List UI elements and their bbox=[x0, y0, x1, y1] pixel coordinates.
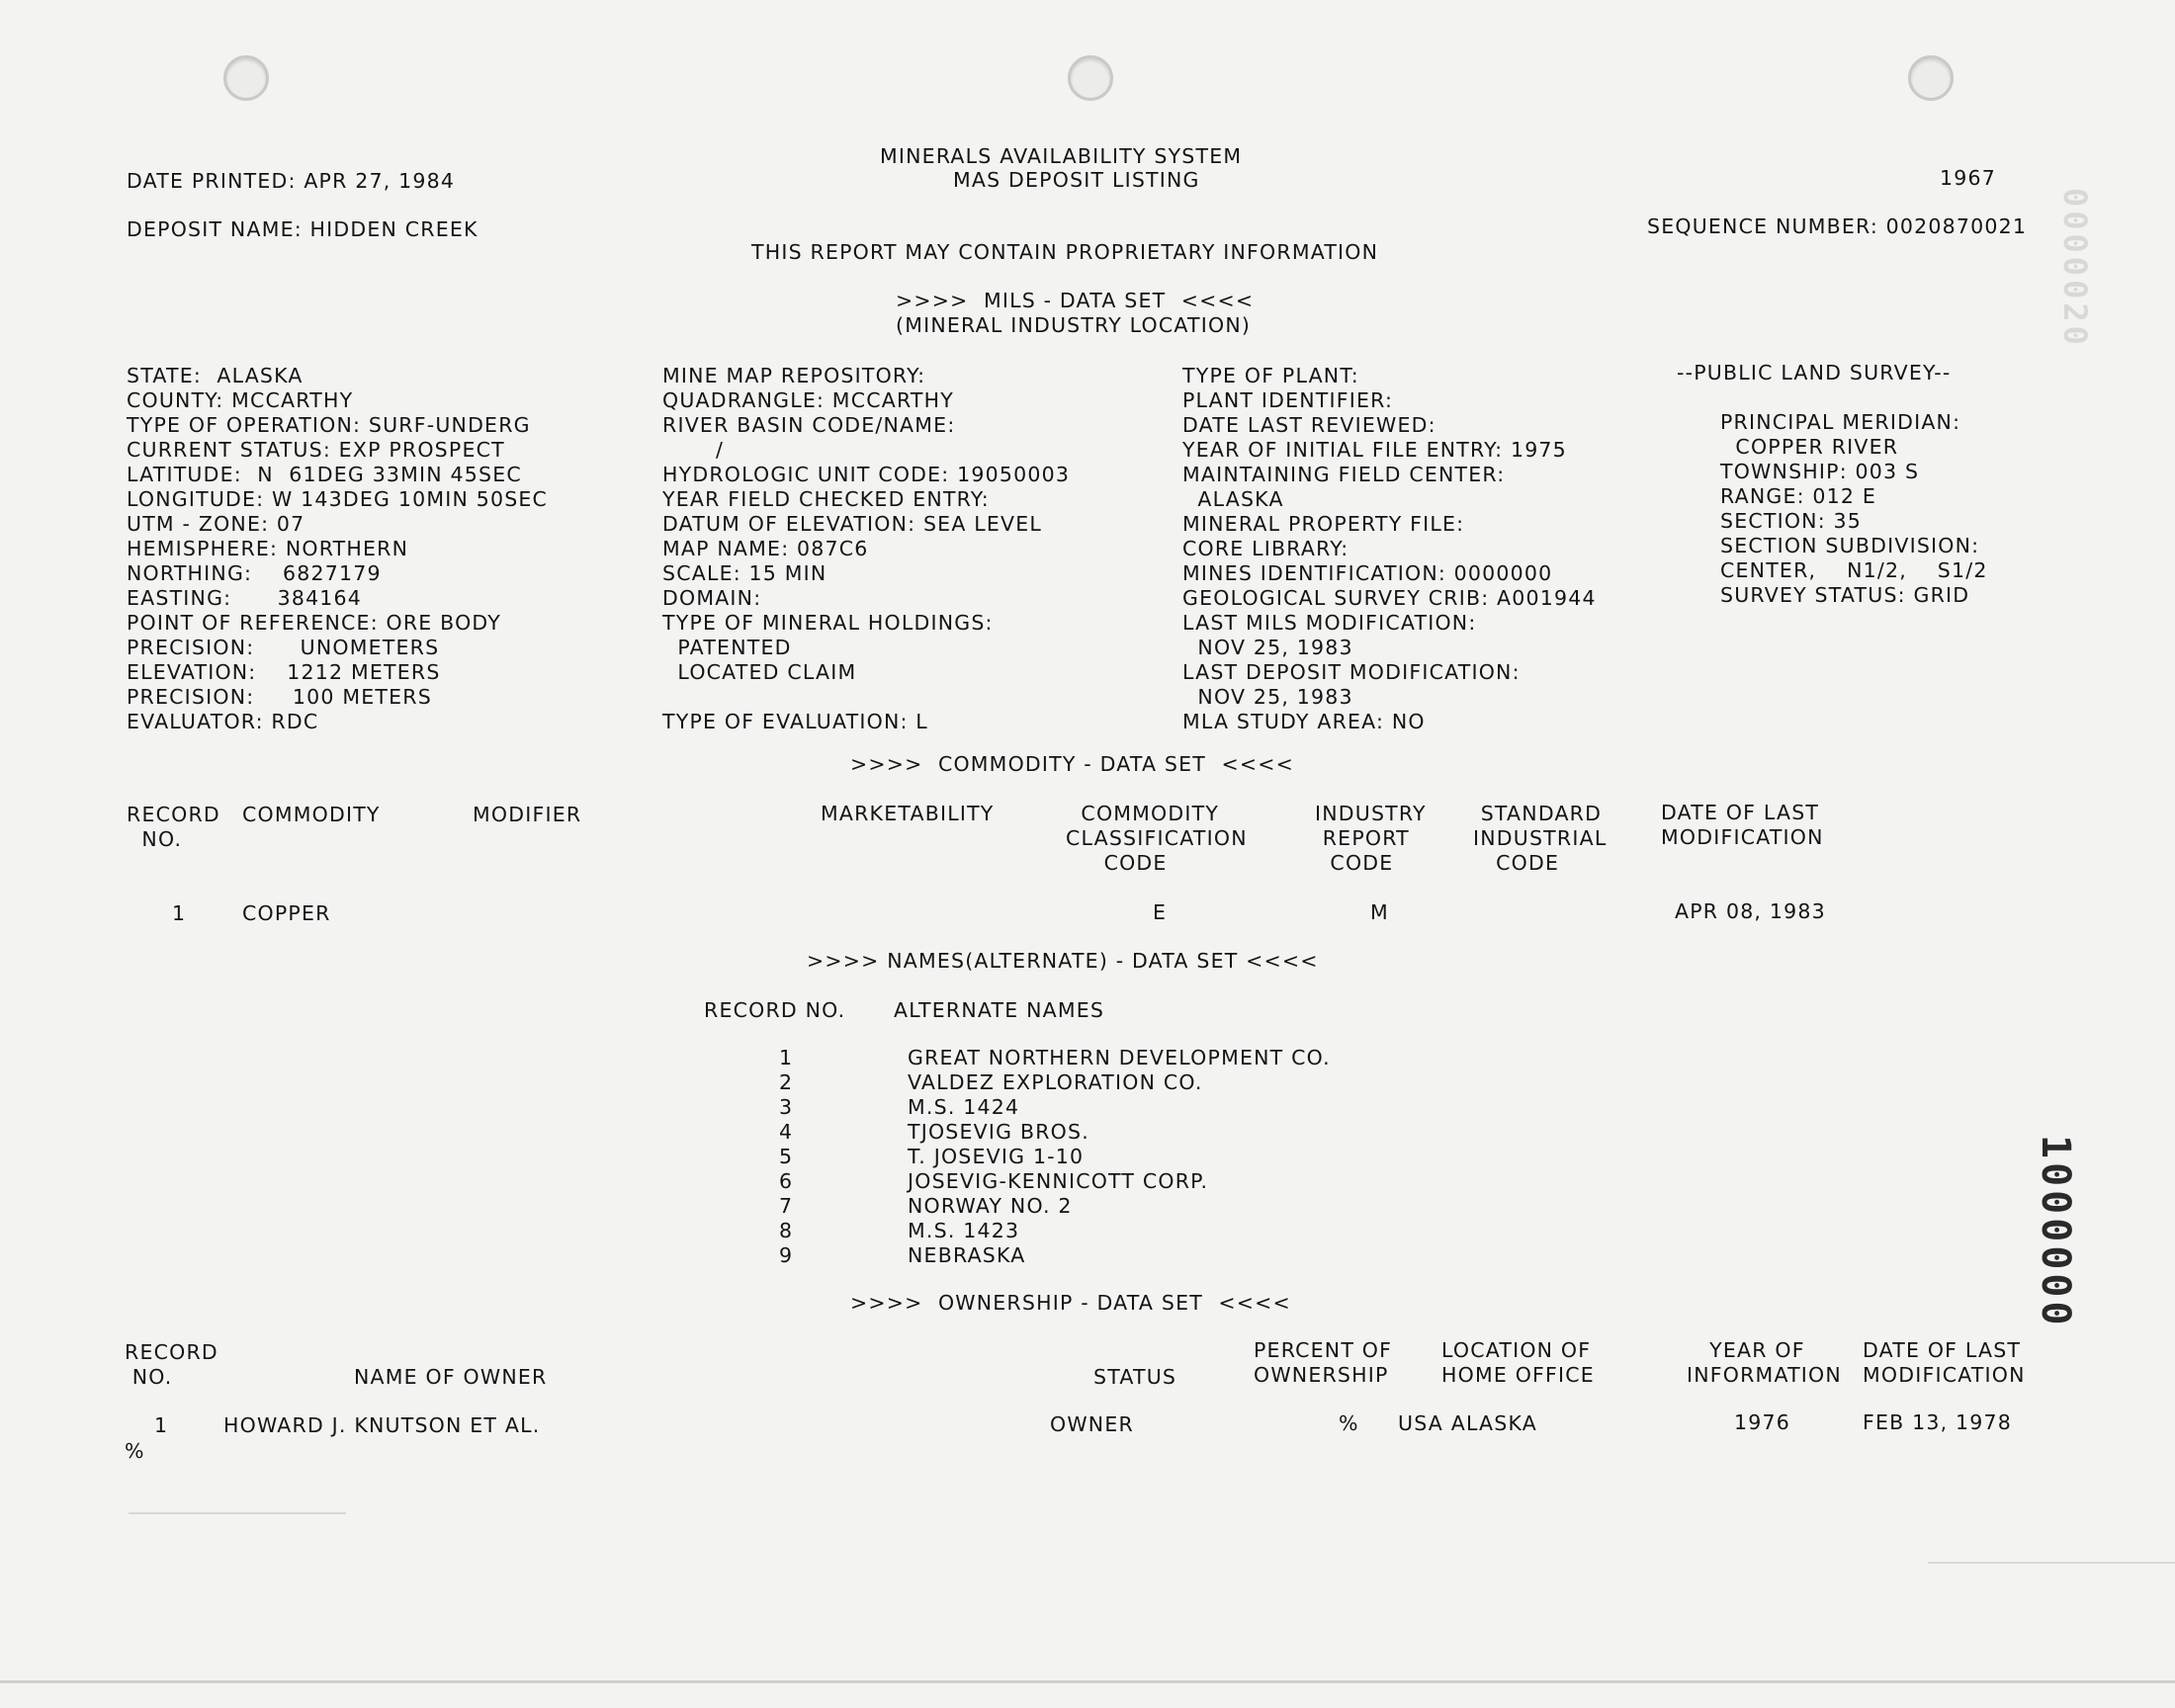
names-name: JOSEVIG-KENNICOTT CORP. bbox=[908, 1169, 1209, 1193]
names-number: 4 bbox=[779, 1120, 794, 1144]
names-name: TJOSEVIG BROS. bbox=[908, 1120, 1089, 1144]
names-number: 7 bbox=[779, 1194, 794, 1218]
names-header-names: ALTERNATE NAMES bbox=[894, 998, 1105, 1022]
ownership-header-name: NAME OF OWNER bbox=[354, 1365, 548, 1389]
mils-field: MINERAL PROPERTY FILE: bbox=[1182, 512, 1465, 536]
mils-field: SCALE: 15 MIN bbox=[662, 561, 827, 585]
mils-field: SECTION: 35 bbox=[1720, 509, 1863, 533]
mils-field: MINES IDENTIFICATION: 0000000 bbox=[1182, 561, 1553, 585]
mils-field: LOCATED CLAIM bbox=[662, 660, 857, 684]
mils-field: CURRENT STATUS: EXP PROSPECT bbox=[127, 438, 505, 462]
mils-field: PRECISION: 100 METERS bbox=[127, 685, 432, 709]
mils-field: SECTION SUBDIVISION: bbox=[1720, 534, 1980, 557]
ownership-header-record: RECORD NO. bbox=[125, 1340, 218, 1389]
names-number: 8 bbox=[779, 1219, 794, 1242]
mils-field: MINE MAP REPOSITORY: bbox=[662, 364, 926, 387]
mils-field: LONGITUDE: W 143DEG 10MIN 50SEC bbox=[127, 487, 549, 511]
mils-field: RIVER BASIN CODE/NAME: bbox=[662, 413, 956, 437]
ownership-header-status: STATUS bbox=[1093, 1365, 1177, 1389]
mils-field: TYPE OF OPERATION: SURF-UNDERG bbox=[127, 413, 531, 437]
mils-field: TYPE OF MINERAL HOLDINGS: bbox=[662, 611, 994, 635]
ownership-header-location: LOCATION OF HOME OFFICE bbox=[1441, 1338, 1595, 1387]
commodity-header-date: DATE OF LAST MODIFICATION bbox=[1661, 801, 1824, 849]
mils-field: NOV 25, 1983 bbox=[1182, 636, 1353, 659]
commodity-header-sic: STANDARD INDUSTRIAL CODE bbox=[1473, 802, 1608, 875]
mils-field: SURVEY STATUS: GRID bbox=[1720, 583, 1970, 607]
mils-field: GEOLOGICAL SURVEY CRIB: A001944 bbox=[1182, 586, 1597, 610]
names-number: 2 bbox=[779, 1070, 794, 1094]
mils-field: PATENTED bbox=[662, 636, 792, 659]
punch-hole-center bbox=[1068, 55, 1113, 101]
commodity-record: 1 bbox=[172, 901, 187, 925]
public-land-survey-title: --PUBLIC LAND SURVEY-- bbox=[1677, 361, 1952, 384]
mils-field: CENTER, N1/2, S1/2 bbox=[1720, 558, 1988, 582]
ownership-status: OWNER bbox=[1050, 1412, 1134, 1436]
mils-field: PLANT IDENTIFIER: bbox=[1182, 388, 1394, 412]
mils-field: DATE LAST REVIEWED: bbox=[1182, 413, 1436, 437]
scan-edge bbox=[0, 1680, 2175, 1683]
ownership-header-percent: PERCENT OF OWNERSHIP bbox=[1254, 1338, 1393, 1387]
scan-line bbox=[1928, 1562, 2175, 1564]
mils-field: YEAR OF INITIAL FILE ENTRY: 1975 bbox=[1182, 438, 1567, 462]
mils-field: ELEVATION: 1212 METERS bbox=[127, 660, 441, 684]
listing-title: MAS DEPOSIT LISTING bbox=[953, 168, 1200, 192]
commodity-classification: E bbox=[1153, 900, 1168, 924]
names-name: NORWAY NO. 2 bbox=[908, 1194, 1073, 1218]
stamp-number-upper: 0000020 bbox=[2056, 188, 2094, 349]
commodity-header-industry: INDUSTRY REPORT CODE bbox=[1315, 802, 1427, 875]
ownership-record: 1 bbox=[154, 1413, 169, 1437]
proprietary-notice: THIS REPORT MAY CONTAIN PROPRIETARY INFORMATION bbox=[751, 240, 1379, 264]
deposit-name: DEPOSIT NAME: HIDDEN CREEK bbox=[127, 217, 478, 241]
mils-field: QUADRANGLE: MCCARTHY bbox=[662, 388, 954, 412]
commodity-title: >>>> COMMODITY - DATA SET <<<< bbox=[850, 752, 1294, 776]
ownership-title: >>>> OWNERSHIP - DATA SET <<<< bbox=[850, 1291, 1291, 1315]
names-title: >>>> NAMES(ALTERNATE) - DATA SET <<<< bbox=[807, 949, 1319, 973]
punch-hole-right bbox=[1908, 55, 1954, 101]
commodity-header-modifier: MODIFIER bbox=[473, 803, 582, 826]
mils-field: HEMISPHERE: NORTHERN bbox=[127, 537, 409, 560]
ownership-trailer: % bbox=[125, 1439, 145, 1463]
names-name: M.S. 1423 bbox=[908, 1219, 1020, 1242]
mils-field: HYDROLOGIC UNIT CODE: 19050003 bbox=[662, 463, 1071, 486]
mils-field: LAST MILS MODIFICATION: bbox=[1182, 611, 1477, 635]
mils-field: CORE LIBRARY: bbox=[1182, 537, 1349, 560]
system-title: MINERALS AVAILABILITY SYSTEM bbox=[880, 144, 1243, 168]
names-number: 5 bbox=[779, 1145, 794, 1168]
names-number: 3 bbox=[779, 1095, 794, 1119]
names-name: M.S. 1424 bbox=[908, 1095, 1020, 1119]
mils-field: MAINTAINING FIELD CENTER: bbox=[1182, 463, 1506, 486]
scan-line bbox=[129, 1512, 346, 1514]
ownership-header-date: DATE OF LAST MODIFICATION bbox=[1863, 1338, 2026, 1387]
mils-field: PRINCIPAL MERIDIAN: bbox=[1720, 410, 1961, 434]
commodity-industry: M bbox=[1370, 900, 1389, 924]
names-number: 6 bbox=[779, 1169, 794, 1193]
mils-field: LAST DEPOSIT MODIFICATION: bbox=[1182, 660, 1521, 684]
ownership-header-year: YEAR OF INFORMATION bbox=[1687, 1338, 1842, 1387]
names-header-record: RECORD NO. bbox=[704, 998, 846, 1022]
mils-field: TOWNSHIP: 003 S bbox=[1720, 460, 1920, 483]
ownership-name: HOWARD J. KNUTSON ET AL. bbox=[223, 1413, 541, 1437]
names-name: GREAT NORTHERN DEVELOPMENT CO. bbox=[908, 1046, 1331, 1069]
commodity-header-classification: COMMODITY CLASSIFICATION CODE bbox=[1066, 802, 1248, 875]
ownership-percent: % bbox=[1339, 1411, 1359, 1435]
ownership-location: USA ALASKA bbox=[1398, 1411, 1537, 1435]
names-number: 1 bbox=[779, 1046, 794, 1069]
names-name: T. JOSEVIG 1-10 bbox=[908, 1145, 1085, 1168]
ownership-year: 1976 bbox=[1734, 1410, 1790, 1434]
commodity-header-marketability: MARKETABILITY bbox=[821, 802, 995, 825]
mils-field: STATE: ALASKA bbox=[127, 364, 304, 387]
mils-field: EVALUATOR: RDC bbox=[127, 710, 319, 733]
mils-field: COUNTY: MCCARTHY bbox=[127, 388, 354, 412]
names-name: NEBRASKA bbox=[908, 1243, 1026, 1267]
sequence-number: SEQUENCE NUMBER: 0020870021 bbox=[1647, 214, 2028, 238]
mils-field: DATUM OF ELEVATION: SEA LEVEL bbox=[662, 512, 1043, 536]
date-printed: DATE PRINTED: APR 27, 1984 bbox=[127, 169, 456, 193]
commodity-name: COPPER bbox=[242, 901, 331, 925]
mils-field: COPPER RIVER bbox=[1720, 435, 1899, 459]
mils-field: ALASKA bbox=[1182, 487, 1284, 511]
mils-field: MLA STUDY AREA: NO bbox=[1182, 710, 1426, 733]
commodity-date: APR 08, 1983 bbox=[1675, 899, 1826, 923]
mils-field: TYPE OF EVALUATION: L bbox=[662, 710, 928, 733]
commodity-header-commodity: COMMODITY bbox=[242, 803, 381, 826]
mils-subtitle: (MINERAL INDUSTRY LOCATION) bbox=[896, 313, 1252, 337]
mils-field: TYPE OF PLANT: bbox=[1182, 364, 1359, 387]
mils-field: EASTING: 384164 bbox=[127, 586, 363, 610]
mils-field: NORTHING: 6827179 bbox=[127, 561, 382, 585]
stamp-number-lower: 1000000 bbox=[2033, 1135, 2078, 1329]
mils-field: POINT OF REFERENCE: ORE BODY bbox=[127, 611, 501, 635]
commodity-header-record: RECORD NO. bbox=[127, 803, 220, 851]
mils-title: >>>> MILS - DATA SET <<<< bbox=[896, 289, 1255, 312]
mils-field: PRECISION: UNOMETERS bbox=[127, 636, 440, 659]
mils-field: NOV 25, 1983 bbox=[1182, 685, 1353, 709]
mils-field: DOMAIN: bbox=[662, 586, 762, 610]
names-name: VALDEZ EXPLORATION CO. bbox=[908, 1070, 1203, 1094]
mils-field: RANGE: 012 E bbox=[1720, 484, 1877, 508]
ownership-date: FEB 13, 1978 bbox=[1863, 1410, 2013, 1434]
punch-hole-left bbox=[223, 55, 269, 101]
names-number: 9 bbox=[779, 1243, 794, 1267]
page-year: 1967 bbox=[1940, 166, 1996, 190]
mils-field: LATITUDE: N 61DEG 33MIN 45SEC bbox=[127, 463, 522, 486]
mils-field: MAP NAME: 087C6 bbox=[662, 537, 869, 560]
mils-field: / bbox=[662, 438, 725, 462]
mils-field: UTM - ZONE: 07 bbox=[127, 512, 305, 536]
mils-field: YEAR FIELD CHECKED ENTRY: bbox=[662, 487, 990, 511]
